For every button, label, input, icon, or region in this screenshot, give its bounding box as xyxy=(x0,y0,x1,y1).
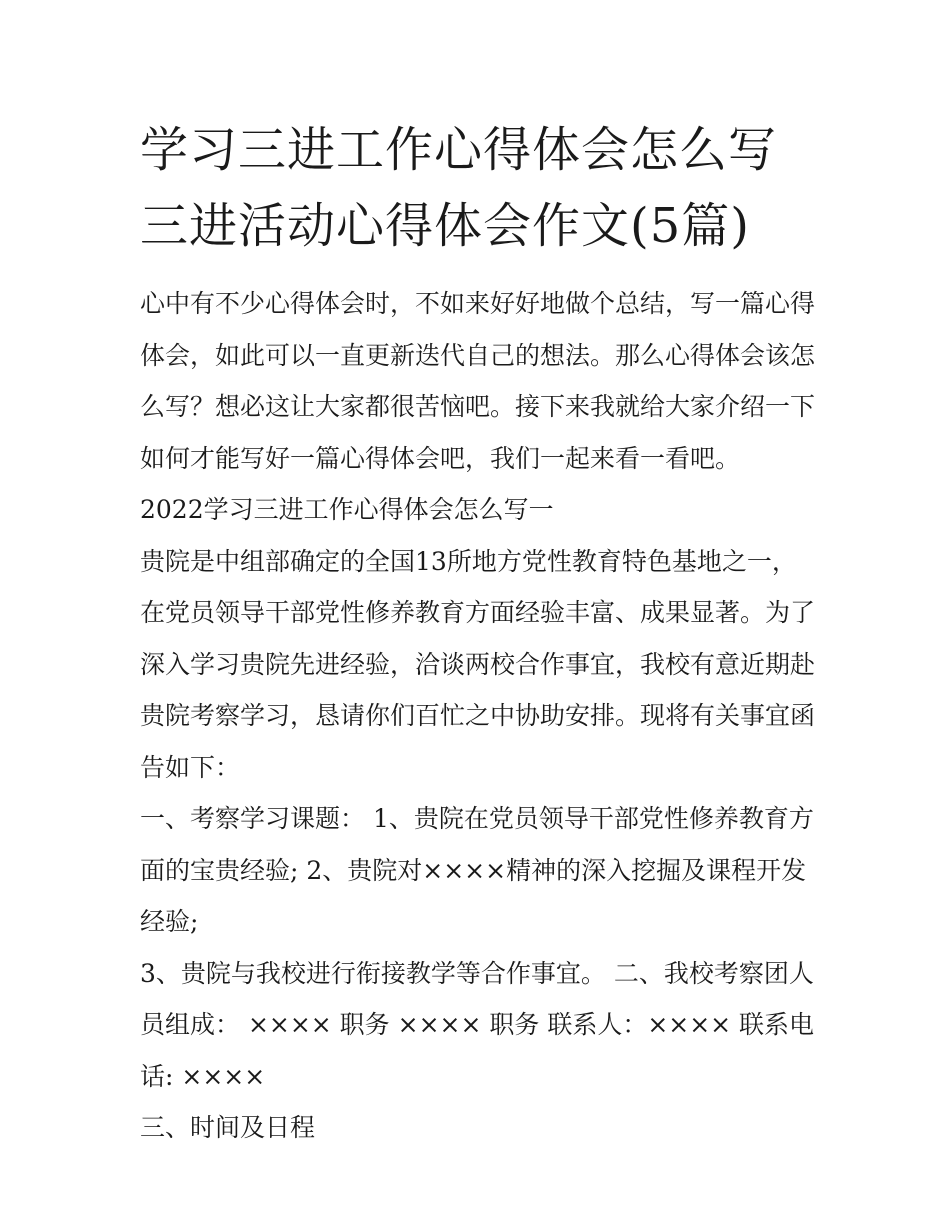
document-body xyxy=(140,278,830,1154)
document-page xyxy=(140,112,830,1154)
document-title-line-2: 三进活动心得体会作文(5篇) xyxy=(140,198,750,254)
paragraph-2: 在党员领导干部党性修养教育方面经验丰富、成果显著。为了深入学习贵院先进经验，洽谈两校合作事宜，我校有意近期赴贵院考察学习，恳请你们百忙之中协助安排。现将有关事宜函告如下： xyxy=(140,598,816,782)
intro-paragraph: 心中有不少心得体会时，不如来好好地做个总结，写一篇心得体会，如此可以一直更新迭代自己的想法。那么心得体会该怎么写？想必这让大家都很苦恼吧。接下来我就给大家介绍一下如何才能写好一篇心得体会吧，我们一起来看一看吧。 xyxy=(140,289,816,473)
paragraph-4: 3、贵院与我校进行衔接教学等合作事宜。 二、我校考察团人员组成： ×××× 职务 ×××× 职务 联系人：×××× 联系电话: ×××× xyxy=(140,958,815,1091)
paragraph-1: 贵院是中组部确定的全国13所地方党性教育特色基地之一， xyxy=(140,546,797,576)
document-title-line-1: 学习三进工作心得体会怎么写 xyxy=(140,122,778,178)
section-heading: 2022学习三进工作心得体会怎么写一 xyxy=(140,495,554,524)
paragraph-5: 三、时间及日程 xyxy=(140,1113,316,1142)
paragraph-3: 一、考察学习课题： 1、贵院在党员领导干部党性修养教育方面的宝贵经验; 2、贵院对××××精神的深入挖掘及课程开发经验; xyxy=(140,804,814,936)
